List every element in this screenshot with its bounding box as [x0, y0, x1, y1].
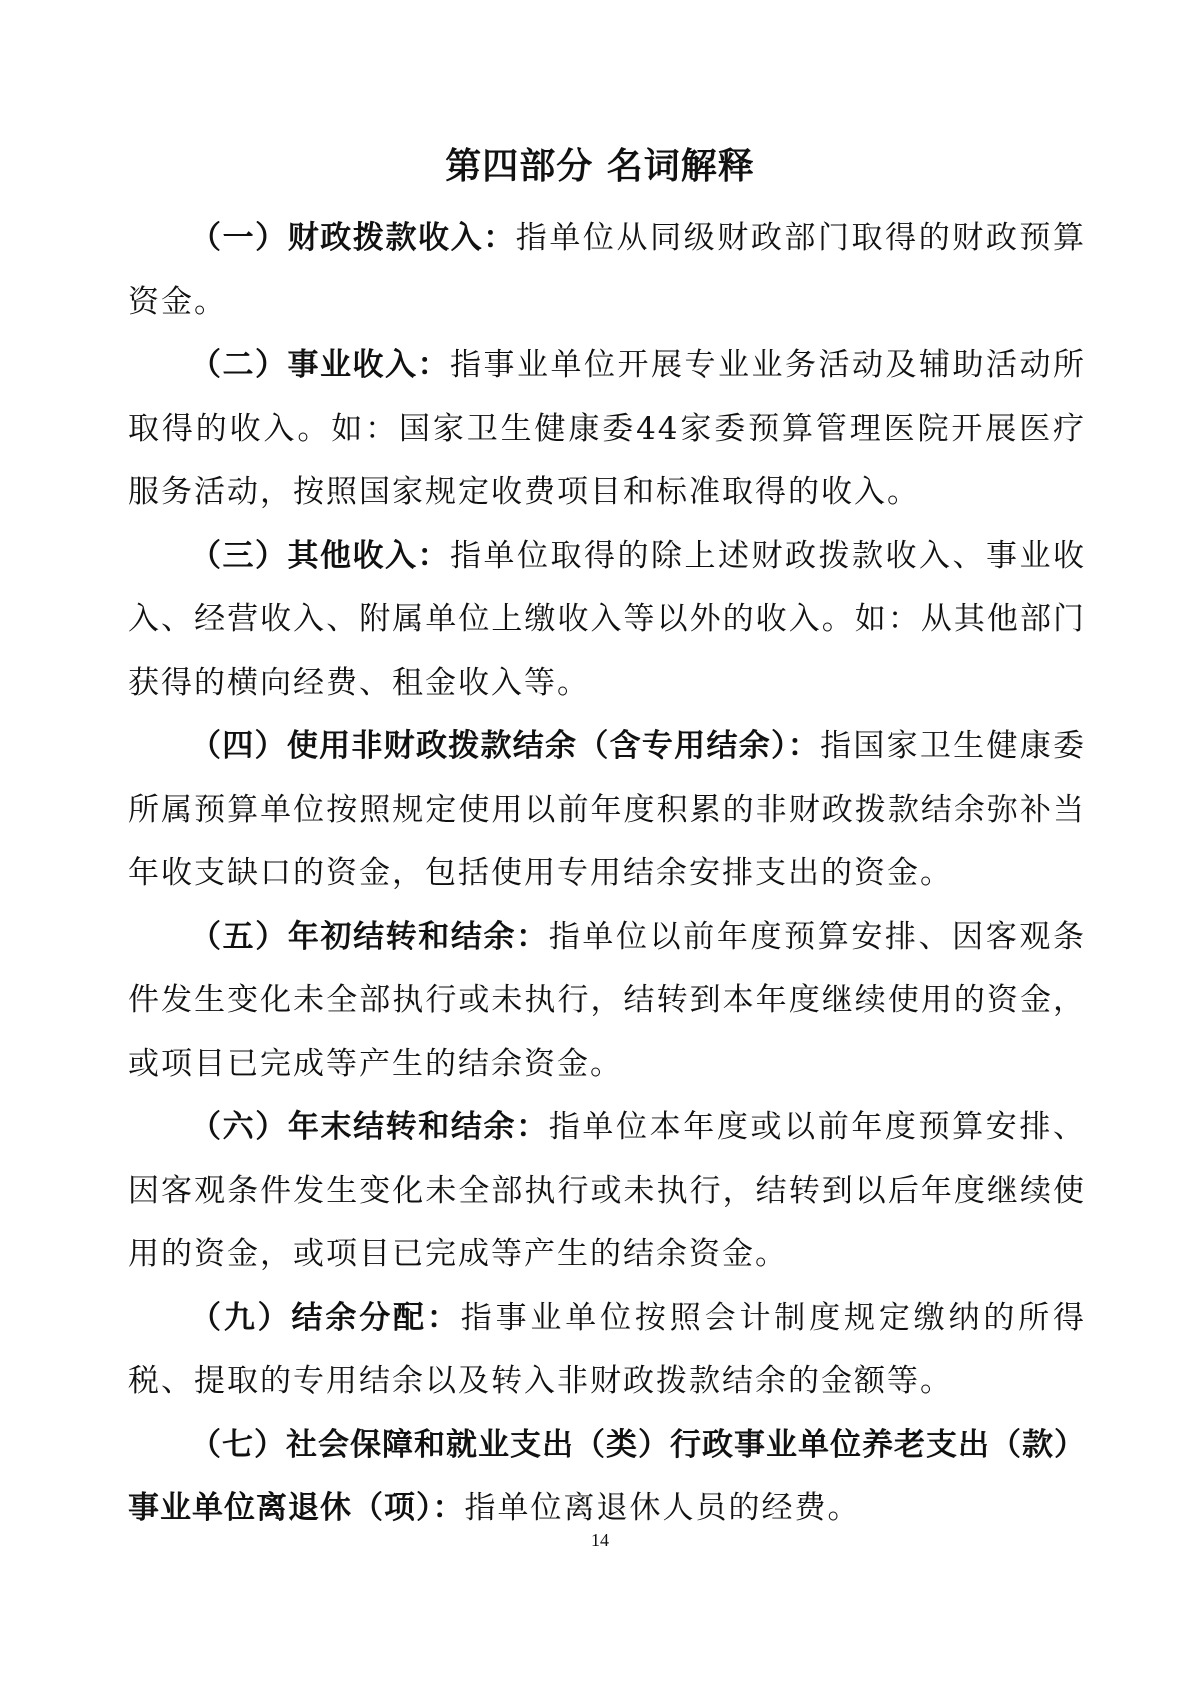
- definition-paragraph: [128, 1414, 1086, 1541]
- definition-text: 指单位以前年度预算安排、因客观条件发生变化未全部执行或未执行，结转到本年度继续使用的资金，或项目已完成等产生的结余资金。: [128, 918, 1087, 1082]
- page-title: 第四部分 名词解释: [445, 146, 755, 187]
- definition-paragraph: [128, 715, 1086, 906]
- definition-term: （七）社会保障和就业支出（类）行政事业单位养老支出（款）事业单位离退休（项）：: [128, 1426, 1086, 1526]
- definition-term: （五）年初结转和结余：: [190, 918, 549, 955]
- page-number: 14: [591, 1530, 609, 1550]
- definition-text: 指事业单位开展专业业务活动及辅助活动所取得的收入。如：国家卫生健康委44家委预算管理医院开展医疗服务活动，按照国家规定收费项目和标准取得的收入。: [128, 347, 1086, 510]
- definition-paragraph: [128, 525, 1086, 716]
- definition-paragraph: [128, 207, 1086, 334]
- definition-term: （二）事业收入：: [190, 347, 450, 383]
- document-body: [128, 207, 1086, 1541]
- definition-term: （六）年末结转和结余：: [190, 1109, 549, 1145]
- definition-text: 指单位从同级财政部门取得的财政预算资金。: [128, 220, 1087, 320]
- definition-term: （一）财政拨款收入：: [190, 220, 516, 256]
- definition-paragraph: [128, 1096, 1086, 1287]
- definition-term: （九）结余分配：: [190, 1299, 461, 1336]
- definition-text: 指单位取得的除上述财政拨款收入、事业收入、经营收入、附属单位上缴收入等以外的收入。如：从其他部门获得的横向经费、租金收入等。: [128, 537, 1086, 701]
- definition-term: （四）使用非财政拨款结余（含专用结余）：: [190, 728, 821, 764]
- definition-paragraph: [128, 334, 1086, 525]
- definition-text: 指事业单位按照会计制度规定缴纳的所得税、提取的专用结余以及转入非财政拨款结余的金额等。: [128, 1299, 1087, 1399]
- definition-text: 指单位离退休人员的经费。: [464, 1490, 861, 1526]
- definition-paragraph: [128, 906, 1086, 1097]
- definition-text: 指国家卫生健康委所属预算单位按照规定使用以前年度积累的非财政拨款结余弥补当年收支缺口的资金，包括使用专用结余安排支出的资金。: [128, 728, 1087, 891]
- definition-text: 指单位本年度或以前年度预算安排、因客观条件发生变化未全部执行或未执行，结转到以后年度继续使用的资金，或项目已完成等产生的结余资金。: [128, 1109, 1087, 1272]
- definition-paragraph: [128, 1287, 1086, 1414]
- definition-term: （三）其他收入：: [190, 537, 450, 574]
